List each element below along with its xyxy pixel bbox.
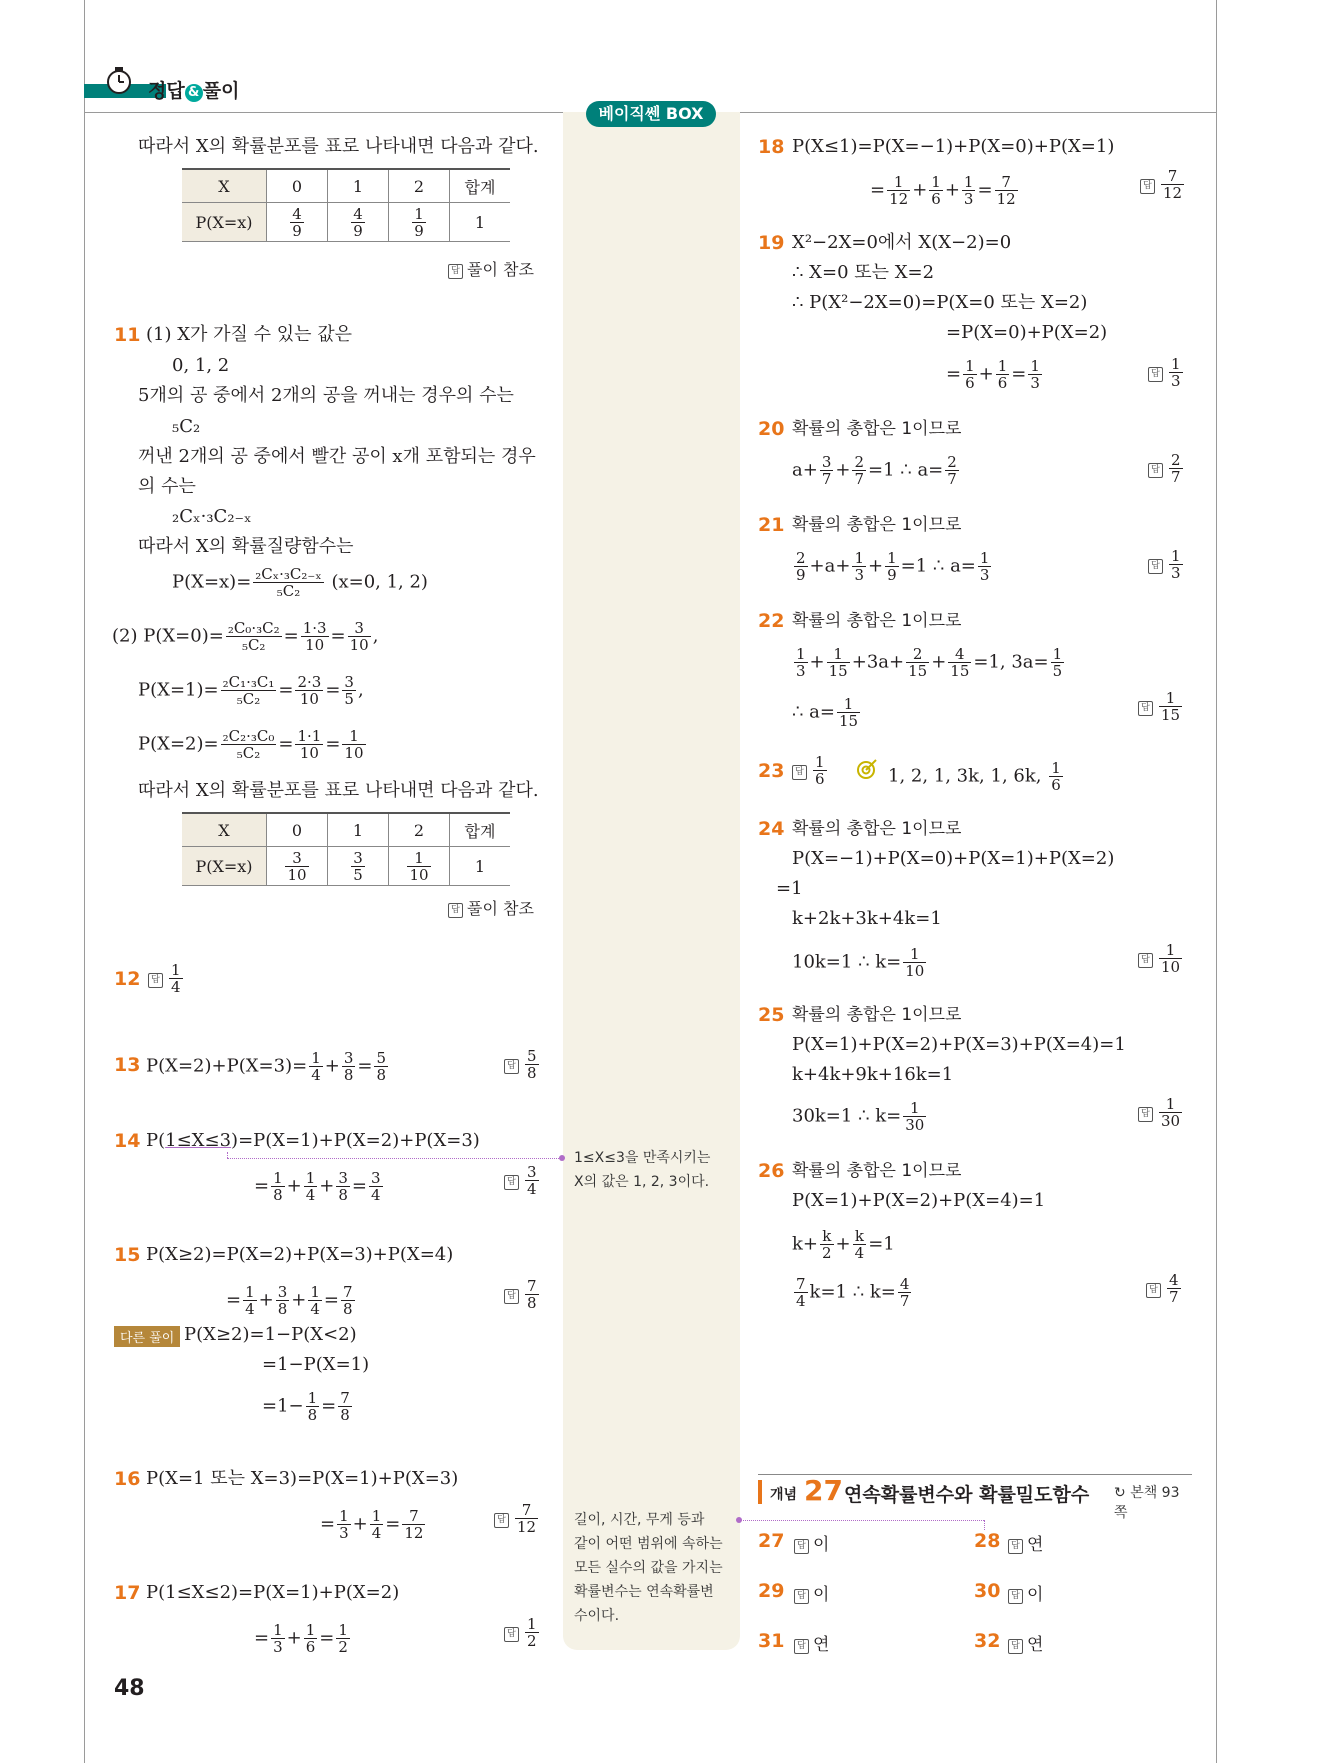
p11-eq-2: P(X=2)= $\frac{\text{₂C₂·₃C₀}}{\text{₅C₂}}$ = $\frac{1\cdot 1}{10}$ = $\frac{1}{10}$ xyxy=(138,727,364,762)
p27-answer: 답 이 xyxy=(794,1530,829,1555)
answer-icon: 답 xyxy=(504,1289,519,1304)
p20-eq: a+ $\frac{3}{7}$ + $\frac{2}{7}$ =1 ∴ a= $\frac{2}{7}$ xyxy=(792,453,957,488)
p18-eq-1: P(X≤1)=P(X=−1)+P(X=0)+P(X=1) xyxy=(792,136,1115,157)
target-icon xyxy=(856,758,878,780)
problem-30-number: 30 xyxy=(974,1580,1001,1602)
p15-eq-1: P(X≥2)=P(X=2)+P(X=3)+P(X=4) xyxy=(146,1244,454,1265)
box-column xyxy=(563,112,740,1650)
p11-line: (1) X가 가질 수 있는 값은 xyxy=(146,324,353,345)
answer-icon: 답 xyxy=(792,765,807,780)
problem-24-number: 24 xyxy=(758,818,785,840)
problem-26-number: 26 xyxy=(758,1160,785,1182)
problem-11-number: 11 xyxy=(114,324,141,346)
p22-answer: 답 $\frac{1}{15}$ xyxy=(1138,690,1184,723)
answer-icon: 답 xyxy=(794,1589,809,1604)
answer-icon: 답 xyxy=(148,973,163,988)
problem-13-number: 13 xyxy=(114,1054,141,1076)
answer-icon: 답 xyxy=(494,1513,509,1528)
p25-eq: 30k=1 ∴ k= $\frac{1}{30}$ xyxy=(792,1099,925,1134)
p19-line: =P(X=0)+P(X=2) xyxy=(946,322,1108,343)
section-title: 연속확률변수와 확률밀도함수 xyxy=(844,1484,1090,1506)
concept-section-header xyxy=(758,1474,1192,1521)
p15-alt-line: P(X≥2)=1−P(X<2) xyxy=(184,1324,357,1345)
p30-answer: 답 이 xyxy=(1008,1580,1043,1605)
problem-27-number: 27 xyxy=(758,1530,785,1552)
box-note-2: 길이, 시간, 무게 등과 같이 어떤 범위에 속하는 모든 실수의 값을 가지는 확률변수는 연속확률변 수이다. xyxy=(574,1512,723,1624)
answer-icon: 답 xyxy=(504,1627,519,1642)
p23-answer: 답 $\frac{1}{6}$ xyxy=(792,754,829,787)
p11-line: 0, 1, 2 xyxy=(172,355,230,376)
p18-answer: 답 $\frac{7}{12}$ xyxy=(1140,168,1186,201)
p11-line: 따라서 X의 확률분포를 표로 나타내면 다음과 같다. xyxy=(138,780,539,801)
p13-eq: P(X=2)+P(X=3)= $\frac{1}{4}$ + $\frac{3}{8}$ = $\frac{5}{8}$ xyxy=(146,1049,387,1084)
problem-32-number: 32 xyxy=(974,1630,1001,1652)
answer-icon: 답 xyxy=(1148,367,1163,382)
connector-line xyxy=(984,1520,985,1530)
p19-line: ∴ X=0 또는 X=2 xyxy=(792,262,935,283)
p24-line: 확률의 총합은 1이므로 xyxy=(792,819,962,839)
answer-ref-2: 답 풀이 참조 xyxy=(448,896,534,919)
problem-12-number: 12 xyxy=(114,968,141,990)
connector-dot xyxy=(559,1155,565,1161)
p12-answer: 답 $\frac{1}{4}$ xyxy=(148,962,185,995)
p11-line: 5개의 공 중에서 2개의 공을 꺼내는 경우의 수는 xyxy=(138,385,514,406)
p21-answer: 답 $\frac{1}{3}$ xyxy=(1148,548,1185,581)
page-number: 48 xyxy=(114,1676,145,1701)
p16-eq-1: P(X=1 또는 X=3)=P(X=1)+P(X=3) xyxy=(146,1468,459,1489)
answer-icon: 답 xyxy=(1008,1539,1023,1554)
answer-icon: 답 xyxy=(1148,463,1163,478)
answer-icon: 답 xyxy=(794,1539,809,1554)
answer-icon: 답 xyxy=(1138,701,1153,716)
answer-icon: 답 xyxy=(1138,953,1153,968)
answer-icon: 답 xyxy=(504,1175,519,1190)
page-border-right xyxy=(1216,0,1217,1763)
problem-25-number: 25 xyxy=(758,1004,785,1026)
answer-icon: 답 xyxy=(1008,1639,1023,1654)
p13-answer: 답 $\frac{5}{8}$ xyxy=(504,1048,541,1081)
p20-answer: 답 $\frac{2}{7}$ xyxy=(1148,452,1185,485)
section-ref: ↻ 본책 93쪽 xyxy=(1114,1485,1180,1521)
answer-icon: 답 xyxy=(1146,1283,1161,1298)
p19-line: ∴ P(X²−2X=0)=P(X=0 또는 X=2) xyxy=(792,292,1088,313)
clock-icon xyxy=(104,66,134,96)
p18-eq-2: = $\frac{1}{12}$ + $\frac{1}{6}$ + $\frac{1}{3}$ = $\frac{7}{12}$ xyxy=(870,173,1016,208)
box-note-1: 1≤X≤3을 만족시키는 X의 값은 1, 2, 3이다. xyxy=(574,1150,711,1190)
answer-icon: 답 xyxy=(504,1059,519,1074)
box-label: 베이직쎈 BOX xyxy=(586,101,716,127)
p26-eq-1: k+ $\frac{k}{2}$ + $\frac{k}{4}$ =1 xyxy=(792,1227,895,1262)
p15-alt-line: =1−P(X=1) xyxy=(262,1354,370,1375)
problem-31-number: 31 xyxy=(758,1630,785,1652)
p26-line: P(X=1)+P(X=2)+P(X=4)=1 xyxy=(792,1190,1046,1211)
connector-line xyxy=(740,1520,984,1521)
p24-eq: 10k=1 ∴ k= $\frac{1}{10}$ xyxy=(792,945,925,980)
p22-eq: $\frac{1}{3}$ + $\frac{1}{15}$ +3a+ $\frac{2}{15}$ + $\frac{4}{15}$ =1, 3a= $\frac{1}{5}$ xyxy=(796,645,1063,680)
problem-22-number: 22 xyxy=(758,610,785,632)
p24-line: P(X=−1)+P(X=0)+P(X=1)+P(X=2) xyxy=(792,848,1115,869)
section-accent xyxy=(758,1480,762,1504)
p19-eq: = $\frac{1}{6}$ + $\frac{1}{6}$ = $\frac{1}{3}$ xyxy=(946,357,1040,392)
p11-line: 꺼낸 2개의 공 중에서 빨간 공이 x개 포함되는 경우 xyxy=(138,446,536,467)
alt-solution-badge: 다른 풀이 xyxy=(114,1326,180,1347)
p11-eq-0: (2) P(X=0)= $\frac{\text{₂C₀·₃C₂}}{\text{₅C₂}}$ = $\frac{1\cdot 3}{10}$ = $\frac{3}{10}$ , xyxy=(112,619,379,654)
section-number: 27 xyxy=(804,1474,843,1507)
problem-15-number: 15 xyxy=(114,1244,141,1266)
p24-line: k+2k+3k+4k=1 xyxy=(792,908,942,929)
answer-icon: 답 xyxy=(448,264,463,279)
p17-answer: 답 $\frac{1}{2}$ xyxy=(504,1616,541,1649)
problem-19-number: 19 xyxy=(758,232,785,254)
header-title: 정답 & 풀이 xyxy=(148,80,240,102)
p14-answer: 답 $\frac{3}{4}$ xyxy=(504,1164,541,1197)
connector-line xyxy=(227,1158,561,1159)
p11-line: ₅C₂ xyxy=(172,416,201,437)
p25-line: 확률의 총합은 1이므로 xyxy=(792,1005,962,1025)
p26-eq-2: $\frac{7}{4}$ k=1 ∴ k= $\frac{4}{7}$ xyxy=(796,1275,910,1310)
p25-line: P(X=1)+P(X=2)+P(X=3)+P(X=4)=1 xyxy=(792,1034,1126,1055)
p11-line: 따라서 X의 확률질량함수는 xyxy=(138,536,354,557)
distribution-table-2: X 0 1 2 합계 P(X=x) $\frac{3}{10}$ $\frac{3}{5}$ $\frac{1}{10}$ 1 xyxy=(182,812,510,886)
p21-line: 확률의 총합은 1이므로 xyxy=(792,515,962,535)
p23-sequence: 1, 2, 1, 3k, 1, 6k, $\frac{1}{6}$ xyxy=(888,759,1061,794)
answer-icon: 답 xyxy=(1148,559,1163,574)
distribution-table-1: X 0 1 2 합계 P(X=x) $\frac{4}{9}$ $\frac{4}{9}$ $\frac{1}{9}$ 1 xyxy=(182,168,510,242)
p19-answer: 답 $\frac{1}{3}$ xyxy=(1148,356,1185,389)
p29-answer: 답 이 xyxy=(794,1580,829,1605)
p11-eq-1: P(X=1)= $\frac{\text{₂C₁·₃C₁}}{\text{₅C₂}}$ = $\frac{2\cdot 3}{10}$ = $\frac{3}{5}$ , xyxy=(138,673,364,708)
problem-14-number: 14 xyxy=(114,1130,141,1152)
p17-eq-1: P(1≤X≤2)=P(X=1)+P(X=2) xyxy=(146,1582,400,1603)
problem-16-number: 16 xyxy=(114,1468,141,1490)
p16-answer: 답 $\frac{7}{12}$ xyxy=(494,1502,540,1535)
problem-29-number: 29 xyxy=(758,1580,785,1602)
p15-answer: 답 $\frac{7}{8}$ xyxy=(504,1278,541,1311)
answer-icon: 답 xyxy=(1140,179,1155,194)
p24-line: =1 xyxy=(776,878,803,899)
problem-28-number: 28 xyxy=(974,1530,1001,1552)
p11-line: ₂Cₓ·₃C₂₋ₓ xyxy=(172,506,252,527)
p24-answer: 답 $\frac{1}{10}$ xyxy=(1138,942,1184,975)
pmf-formula: P(X=x)= $\frac{\text{₂Cₓ·₃C₂₋ₓ}}{\text{₅C₂}}$ (x=0, 1, 2) xyxy=(172,565,428,600)
p28-answer: 답 연 xyxy=(1008,1530,1043,1555)
p26-line: 확률의 총합은 1이므로 xyxy=(792,1161,962,1181)
answer-icon: 답 xyxy=(794,1639,809,1654)
answer-icon: 답 xyxy=(448,903,463,918)
p21-eq: $\frac{2}{9}$ +a+ $\frac{1}{3}$ + $\frac{1}{9}$ =1 ∴ a= $\frac{1}{3}$ xyxy=(796,549,990,584)
p14-eq-1: P(1≤X≤3)=P(X=1)+P(X=2)+P(X=3) xyxy=(146,1130,480,1151)
problem-18-number: 18 xyxy=(758,136,785,158)
intro-text: 따라서 X의 확률분포를 표로 나타내면 다음과 같다. xyxy=(138,136,539,157)
page-border-left xyxy=(84,0,85,1763)
p22-line: 확률의 총합은 1이므로 xyxy=(792,611,962,631)
p20-line: 확률의 총합은 1이므로 xyxy=(792,419,962,439)
p11-line: 의 수는 xyxy=(138,476,196,497)
p22-eq-2: ∴ a= $\frac{1}{15}$ xyxy=(792,695,859,730)
problem-17-number: 17 xyxy=(114,1582,141,1604)
answer-icon: 답 xyxy=(1138,1107,1153,1122)
p15-alt-line: =1− $\frac{1}{8}$ = $\frac{7}{8}$ xyxy=(262,1389,350,1424)
p31-answer: 답 연 xyxy=(794,1630,829,1655)
p25-line: k+4k+9k+16k=1 xyxy=(792,1064,954,1085)
p15-eq-2: = $\frac{1}{4}$ + $\frac{3}{8}$ + $\frac{1}{4}$ = $\frac{7}{8}$ xyxy=(226,1283,353,1318)
p26-answer: 답 $\frac{4}{7}$ xyxy=(1146,1272,1183,1305)
section-label: 개념 xyxy=(770,1487,798,1503)
p14-eq-2: = $\frac{1}{8}$ + $\frac{1}{4}$ + $\frac{3}{8}$ = $\frac{3}{4}$ xyxy=(254,1169,381,1204)
p16-eq-2: = $\frac{1}{3}$ + $\frac{1}{4}$ = $\frac{7}{12}$ xyxy=(320,1507,424,1542)
p25-answer: 답 $\frac{1}{30}$ xyxy=(1138,1096,1184,1129)
p19-line: X²−2X=0에서 X(X−2)=0 xyxy=(792,232,1012,253)
p17-eq-2: = $\frac{1}{3}$ + $\frac{1}{6}$ = $\frac{1}{2}$ xyxy=(254,1621,348,1656)
answer-ref-1: 답 풀이 참조 xyxy=(448,257,534,280)
problem-20-number: 20 xyxy=(758,418,785,440)
p32-answer: 답 연 xyxy=(1008,1630,1043,1655)
problem-21-number: 21 xyxy=(758,514,785,536)
page-ref-icon: ↻ xyxy=(1114,1485,1126,1501)
answer-icon: 답 xyxy=(1008,1589,1023,1604)
problem-23-number: 23 xyxy=(758,760,785,782)
